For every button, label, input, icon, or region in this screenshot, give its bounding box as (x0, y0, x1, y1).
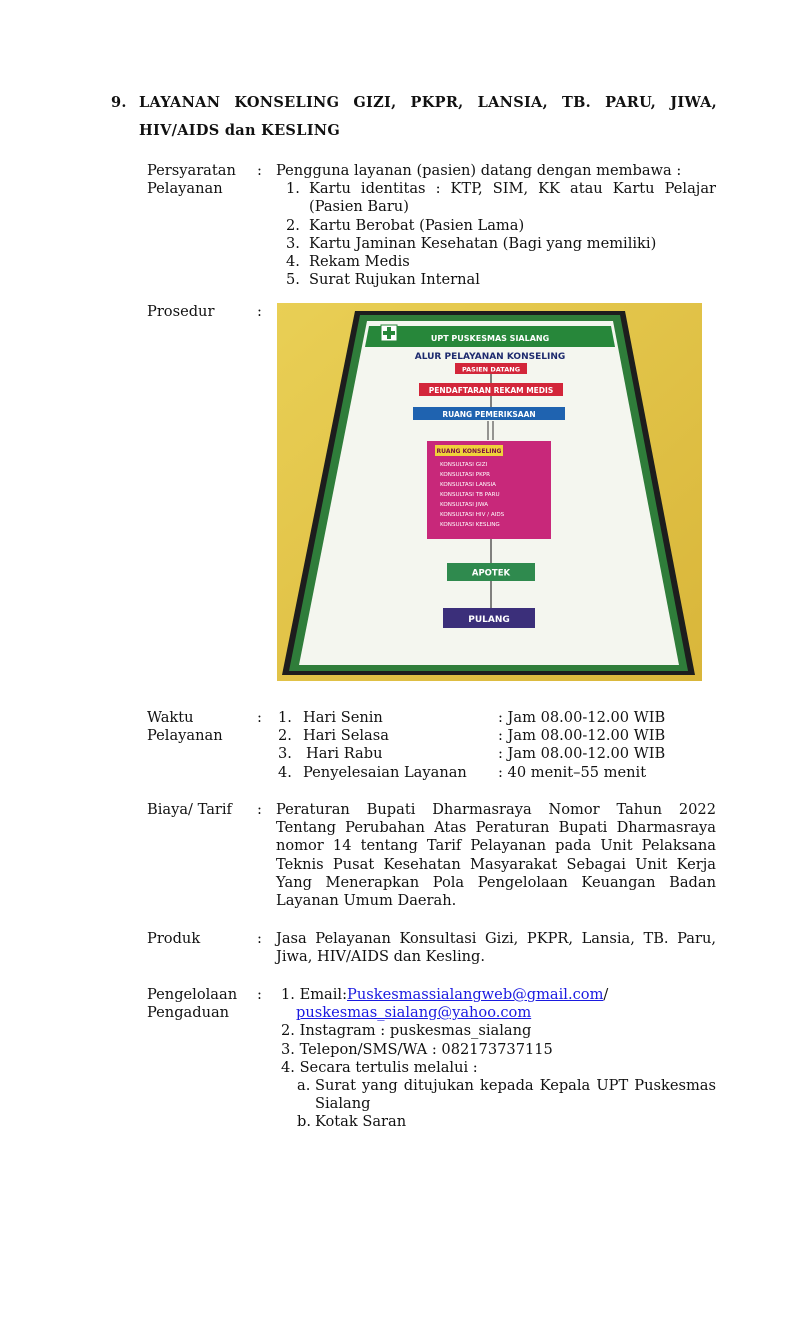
persyaratan-colon: : (257, 162, 262, 179)
telepon-line: 3. Telepon/SMS/WA : 082173737115 (281, 1040, 553, 1058)
poster-svg (277, 303, 702, 681)
poster-header: UPT PUSKESMAS SIALANG (430, 334, 550, 343)
poster-room-title: RUANG KONSELING (436, 448, 502, 455)
poster-room-item: KONSULTASI KESLING (440, 522, 500, 528)
poster-room-item: KONSULTASI PKPR (440, 472, 491, 478)
list-item: 5. Surat Rujukan Internal (286, 271, 480, 289)
tertulis-line: 4. Secara tertulis melalui : (281, 1058, 478, 1076)
table-row: 1. Hari Senin : Jam 08.00-12.00 WIB (278, 709, 666, 726)
table-row: 4. Penyelesaian Layanan : 40 menit–55 menit (278, 763, 647, 781)
section-title-line2: HIV/AIDS dan KESLING (139, 122, 341, 139)
poster-room-item: KONSULTASI GIZI (440, 462, 488, 468)
poster-step-apotek: APOTEK (471, 568, 511, 579)
instagram-line: 2. Instagram : puskesmas_sialang (281, 1022, 532, 1040)
poster-step-pendaftaran: PENDAFTARAN REKAM MEDIS (428, 386, 554, 395)
section-title-line1: LAYANAN KONSELING GIZI, PKPR, LANSIA, TB. PARU, JIWA, (139, 94, 717, 111)
email-link-gmail[interactable]: Puskesmassialangweb@gmail.com (347, 986, 604, 1003)
section-number: 9. (111, 94, 127, 111)
list-item: 4. Rekam Medis (286, 252, 410, 270)
list-item: 2. Kartu Berobat (Pasien Lama) (286, 216, 525, 234)
prosedur-label: Prosedur (147, 303, 215, 320)
poster-step-pulang: PULANG (468, 615, 510, 625)
biaya-colon: : (257, 801, 262, 818)
poster-step-pemeriksaan: RUANG PEMERIKSAAN (442, 410, 536, 419)
persyaratan-label: Persyaratan Pelayanan (147, 162, 236, 198)
pengaduan-label: Pengelolaan Pengaduan (147, 986, 238, 1022)
poster-title: ALUR PELAYANAN KONSELING (414, 352, 566, 362)
prosedur-colon: : (257, 303, 262, 320)
alur-pelayanan-photo (277, 303, 702, 681)
biaya-label: Biaya/ Tarif (147, 801, 232, 818)
poster-room-item: KONSULTASI LANSIA (440, 482, 497, 488)
table-row: 3. Hari Rabu : Jam 08.00-12.00 WIB (278, 745, 666, 763)
pengaduan-content (281, 986, 716, 1132)
poster-room-item: KONSULTASI JIWA (440, 502, 489, 508)
waktu-table (276, 709, 716, 782)
pengaduan-colon: : (257, 986, 262, 1003)
biaya-text: Peraturan Bupati Dharmasraya Nomor Tahun 2022 Tentang Perubahan Atas Peraturan Bupati Dharmasraya nomor 14 tentang Tarif Pelayanan pada Unit Pelaksana Teknis Pusat Kesehatan Masyarakat Sebagai Unit Kerja Yang Menerapkan Pola Pengelolaan Keuangan Badan Layanan Umum Daerah. (276, 801, 716, 910)
produk-colon: : (257, 930, 262, 947)
list-item: b. Kotak Saran (297, 1113, 407, 1131)
poster-room-item: KONSULTASI HIV / AIDS (440, 512, 505, 518)
poster-room-item: KONSULTASI TB PARU (440, 492, 500, 498)
waktu-label: Waktu Pelayanan (147, 709, 223, 745)
waktu-colon: : (257, 709, 262, 726)
email-link-yahoo[interactable]: puskesmas_sialang@yahoo.com (296, 1004, 532, 1022)
email-line-2 (281, 1004, 716, 1022)
list-item: 3. Kartu Jaminan Kesehatan (Bagi yang memiliki) (286, 234, 657, 252)
poster-step-pasien-datang: PASIEN DATANG (461, 365, 521, 374)
produk-label: Produk (147, 930, 201, 947)
table-row: 2. Hari Selasa : Jam 08.00-12.00 WIB (278, 727, 666, 745)
list-item: 1. Kartu identitas : KTP, SIM, KK atau Kartu Pelajar (Pasien Baru) (286, 180, 716, 216)
list-item: a. Surat yang ditujukan kepada Kepala UPT Puskesmas Sialang (297, 1077, 716, 1113)
persyaratan-intro: Pengguna layanan (pasien) datang dengan membawa : (276, 162, 682, 179)
email-line: 1. Email:Puskesmassialangweb@gmail.com/ (281, 986, 609, 1003)
produk-text: Jasa Pelayanan Konsultasi Gizi, PKPR, Lansia, TB. Paru, Jiwa, HIV/AIDS dan Kesling. (276, 930, 716, 966)
persyaratan-content (276, 162, 716, 289)
